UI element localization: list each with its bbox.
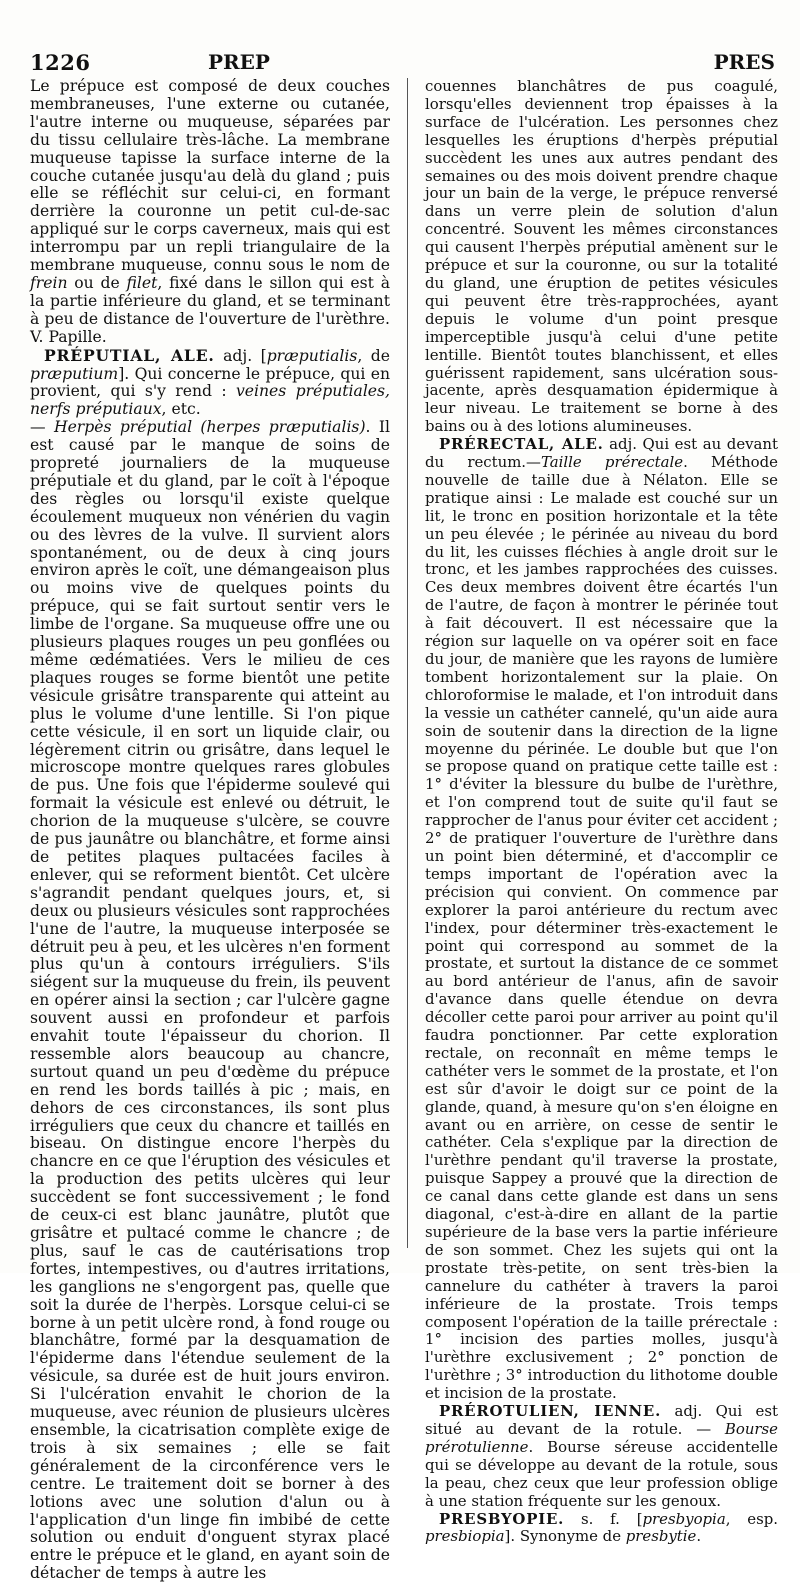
entry-pos: adj. [ [214,346,267,365]
entry-presbyopie [425,1511,778,1547]
entry-definition: ]. Qui concerne le prépuce, qui en provient, qui s'y rend : [30,364,390,401]
entry-pos: adj. Qui est situé au devant de la rotule. — [425,1402,778,1438]
entry-headword: PRESBYOPIE. [439,1509,565,1528]
entry-latin: presbyopia [642,1509,726,1528]
page-header [30,50,775,80]
entry-headword: PRÉROTULIEN, IENNE. [439,1402,662,1421]
entry-connector: , de [357,346,390,365]
entry-prerotulien [425,1403,778,1510]
entry-definition: . Bourse séreuse accidentelle qui se développe au devant de la rotule, sous la peau, chez ceux que leur profession oblige à une station fréquente sur les genoux. [425,1437,778,1510]
term-taille-prerectale: Taille prérectale [540,453,684,472]
column-divider [407,78,408,1248]
term-filet: filet [126,273,158,292]
entry-etc: , etc. [161,400,201,419]
entry-examples: veines préputiales, nerfs préputiaux [30,382,390,419]
term-bourse-prerotulienne: Bourse prérotulienne [425,1419,778,1456]
entry-connector: , esp. [725,1509,778,1528]
entry-latin-root: præputium [30,364,119,383]
paragraph-text: Le prépuce est composé de deux couches membraneuses, l'une externe ou cutanée, l'autre interne ou muqueuse, séparées par du tissu cellulaire très-lâche. La membrane muqueuse tapisse la surface interne de la couche cutanée jusqu'au delà du gland ; puis elle se réfléchit sur celui-ci, en formant derrière la couronne un petit cul-de-sac appliqué sur le corps caverneux, mais qui est interrompu par un repli triangulaire de la membrane muqueuse, connu sous le nom de [30,77,390,275]
entry-spanish: presbiopia [425,1527,505,1546]
conjunction-text: ou de [67,273,127,292]
entry-pos: s. f. [ [564,1509,643,1528]
term-herpes-preputial: Herpès préputial (herpes præputialis) [53,418,366,437]
right-running-head: PRES [713,50,775,74]
entry-bracket-close: ]. [504,1527,516,1546]
entry-definition: . Méthode nouvelle de taille due à Nélaton. Elle se pratique ainsi : Le malade est couché sur un lit, le tronc en position horizontale et la tête un peu élevée ; le périnée au niveau du bord du lit, les cuisses fléchies à angle droit sur le tronc, et les jambes rapprochées des cuisses. Ces deux membres doivent être écartés l'un de l'autre, de façon à montrer le périnée tout à fait découvert. Il est nécessaire que la région sur laquelle on va opérer soit en face du jour, de manière que les rayons de lumière tombent horizontalement sur la plaie. On chloroformise le malade, et l'on introduit dans la vessie un cathéter cannelé, qu'un aide aura soin de soutenir dans la direction de la ligne moyenne du périnée. Le double but que l'on se propose quand on pratique cette taille est : 1° d'éviter la blessure du bulbe de l'urèthre, et l'on comprend tout de suite qu'il faut se rapprocher de l'anus pour éviter cet accident ; 2° de pratiquer l'ouverture de l'urèthre dans un point bien déterminé, et d'accomplir ce temps important de l'opération avec la précision qui convient. On commence par explorer la paroi antérieure du rectum avec l'index, pour déterminer très-exactement le point qui correspond au sommet de la prostate, et surtout la distance de ce sommet au bord antérieur de l'anus, afin de savoir d'avance dans quelle étendue on devra décoller cette paroi pour arriver au point qu'il faudra ponctionner. Par cette exploration rectale, on reconnaît en même temps le cathéter vers le sommet de la prostate, et l'on est sûr d'avoir le doigt sur ce point de la glande, quand, à mesure qu'on s'en éloigne en avant ou en arrière, on cesse de sentir le cathéter. Cela s'explique par la direction de l'urèthre pendant qu'il traverse la prostate, puisque Sappey a prouvé que la direction de ce canal dans cette glande est dans un sens diagonal, c'est-à-dire en allant de la partie supérieure de la base vers la partie inférieure de son sommet. Chez les sujets qui ont la prostate très-petite, on sent très-bien la cannelure du cathéter à travers la paroi inférieure de la prostate. Trois temps composent l'opération de la taille prérectale : 1° incision des parties molles, jusqu'à l'urèthre exclusivement ; 2° ponction de l'urèthre ; 3° introduction du lithotome double et incision de la prostate. [425,453,778,1403]
entry-headword: PRÉPUTIAL, ALE. [44,345,215,365]
dash: — [30,418,54,437]
paragraph-text-end: , fixé dans le sillon qui est à la partie inférieure du gland, et se terminant à peu de distance de l'ouverture de l'urèthre. V. Papille. [30,273,390,346]
term-frein: frein [30,273,68,292]
entry-latin: præputialis [266,346,358,365]
entry-prerectal [425,436,778,1403]
paragraph-text: couennes blanchâtres de pus coagulé, lorsqu'elles deviennent trop épaisses à la surface de l'ulcération. Les personnes chez lesquelles les éruptions d'herpès préputial succèdent les unes aux autres pendant des semaines ou des mois doivent prendre chaque jour un bain de la verge, le prépuce renversé dans un verre plein de solution d'alun concentré. Souvent les mêmes circonstances qui causent l'herpès préputial amènent sur le prépuce et sur la couronne, ou sur la totalité du gland, une éruption de petites vésicules qui peuvent être très-rapprochées, ayant depuis le volume d'un point presque imperceptible jusqu'à celui d'une petite lentille. Bientôt toutes blanchissent, et elles guérissent rapidement, sans ulcération sous-jacente, après desquamation épidermique à leur niveau. Le traitement se borne à des bains ou à des lotions alumineuses. [425,77,778,436]
page-number: 1226 [30,50,91,75]
entry-pos: adj. Qui est au devant du rectum.— [425,435,778,472]
entry-end: . [696,1527,702,1546]
paragraph-prepuce [30,78,390,347]
paragraph-herpes-continued [425,78,778,436]
left-running-head: PREP [208,50,270,74]
entry-synonym: presbytie [625,1527,697,1546]
entry-definition: Synonyme de [515,1527,626,1546]
entry-preputial [30,347,390,420]
entry-headword: PRÉRECTAL, ALE. [439,435,604,454]
left-column [30,78,390,1583]
right-column [425,78,778,1546]
paragraph-herpes [30,419,390,1583]
paragraph-text: . Il est causé par le manque de soins de propreté journaliers de la muqueuse préputiale et du gland, par le coït à l'époque des règles ou lorsqu'il existe quelque écoulement muqueux non vénérien du vagin ou des lèvres de la vulve. Il survient alors spontanément, ou de deux à cinq jours environ après le coït, une démangeaison plus ou moins vive de quelques points du prépuce, qui se fait surtout sentir vers le limbe de l'organe. Sa muqueuse offre une ou plusieurs plaques rouges un peu gonflées ou même œdématiées. Vers le milieu de ces plaques rouges se forme bientôt une petite vésicule grisâtre transparente qui atteint au plus le volume d'une lentille. Si l'on pique cette vésicule, il en sort un liquide clair, ou légèrement citrin ou grisâtre, dans lequel le microscope montre quelques rares globules de pus. Une fois que l'épiderme soulevé qui formait la vésicule est enlevé ou détruit, le chorion de la muqueuse s'ulcère, se couvre de pus jaunâtre ou blanchâtre, et forme ainsi de petites plaques pultacées faciles à enlever, qui se reforment bientôt. Cet ulcère s'agrandit pendant quelques jours, et, si deux ou plusieurs vésicules sont rapprochées l'une de l'autre, la muqueuse interposée se détruit peu à peu, et les ulcères n'en forment plus qu'un à contours irréguliers. S'ils siégent sur la muqueuse du frein, ils peuvent en opérer ainsi la section ; car l'ulcère gagne souvent aussi en profondeur et parfois envahit toute l'épaisseur du chorion. Il ressemble alors beaucoup au chancre, surtout quand un peu d'œdème du prépuce en rend les bords taillés à pic ; mais, en dehors de ces circonstances, ils sont plus irréguliers que ceux du chancre et taillés en biseau. On distingue encore l'herpès du chancre en ce que l'éruption des vésicules et la production des petits ulcères qui leur succèdent se font successivement ; le fond de ceux-ci est blanc jaunâtre, plutôt que grisâtre et pultacé comme le chancre ; de plus, sauf le cas de cautérisations trop fortes, intempestives, ou d'autres irritations, les ganglions ne s'engorgent pas, quelle que soit la durée de l'herpès. Lorsque celui-ci se borne à un petit ulcère rond, à fond rouge ou blanchâtre, formé par la desquamation de l'épiderme dans l'étendue seulement de la vésicule, sa durée est de huit jours environ. Si l'ulcération envahit le chorion de la muqueuse, avec réunion de plusieurs ulcères ensemble, la cicatrisation complète exige de trois à six semaines ; elle se fait généralement de la circonférence vers le centre. Le traitement doit se borner à des lotions avec une solution d'alun ou à l'application d'un linge fin imbibé de cette solution ou enduit d'onguent styrax placé entre le prépuce et le gland, en ayant soin de détacher de temps à autre les [30,418,390,1583]
